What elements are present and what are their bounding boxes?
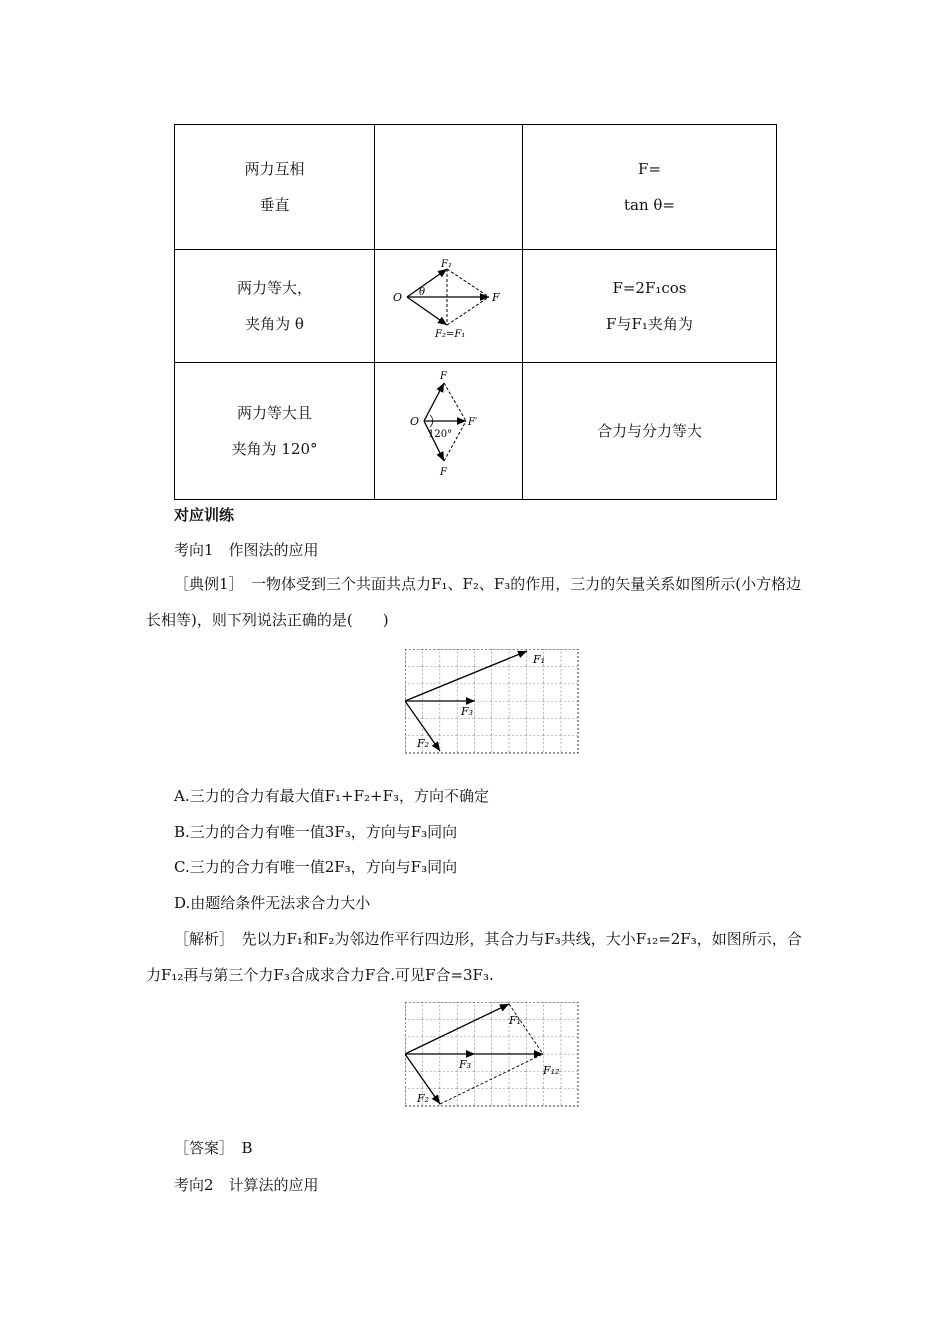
figure-cell bbox=[375, 250, 523, 362]
equal-force-diagram bbox=[389, 259, 509, 339]
f2-label: F₂ bbox=[417, 1092, 430, 1105]
case-text: 夹角为 120° bbox=[231, 439, 318, 458]
direction-2-heading: 考向2 计算法的应用 bbox=[174, 1176, 319, 1194]
f-bottom-arrow bbox=[424, 421, 444, 461]
table-row bbox=[175, 125, 777, 250]
vector-grid-figure-1 bbox=[405, 649, 580, 755]
table-row bbox=[175, 250, 777, 362]
case-text: 两力互相 bbox=[244, 160, 305, 179]
table-row bbox=[175, 362, 777, 499]
f2-label: F₂=F₁ bbox=[434, 329, 465, 340]
formula-cell bbox=[522, 250, 776, 362]
f1-label: F₁ bbox=[533, 653, 546, 666]
option-b: B.三力的合力有唯一值3F₃，方向与F₃同向 bbox=[174, 823, 458, 841]
option-a: A.三力的合力有最大值F₁+F₂+F₃，方向不确定 bbox=[174, 787, 490, 805]
section-title: 对应训练 bbox=[174, 506, 235, 524]
f-prime-label: F′ bbox=[467, 417, 477, 429]
example-text: ［典例1］ 一物体受到三个共面共点力F₁、F₂、F₃的作用，三力的矢量关系如图所示(小方格边长相等)，则下列说法正确的是( ) bbox=[146, 575, 802, 629]
case-text: 两力等大且 bbox=[237, 403, 313, 422]
f2-label: F₂ bbox=[417, 737, 430, 750]
case-cell bbox=[175, 362, 375, 499]
f2-arrow bbox=[407, 297, 447, 325]
case-text: 垂直 bbox=[259, 196, 290, 215]
formula-text: 合力与分力等大 bbox=[596, 421, 702, 440]
case-cell bbox=[175, 125, 375, 250]
f-top-arrow bbox=[424, 383, 444, 421]
formula-table bbox=[174, 124, 777, 500]
direction-1-heading: 考向1 作图法的应用 bbox=[174, 541, 319, 559]
formula-text: tan θ= bbox=[623, 196, 675, 215]
f12-label: F₁₂ bbox=[543, 1064, 560, 1077]
angle-label: 120° bbox=[427, 429, 452, 441]
f1-label: F₁ bbox=[440, 259, 452, 271]
theta-label: θ bbox=[418, 287, 425, 299]
formula-cell bbox=[522, 362, 776, 499]
formula-text: F=2F₁cos bbox=[612, 278, 687, 297]
origin-label: O bbox=[392, 291, 402, 305]
case-text: 两力等大， bbox=[237, 278, 313, 297]
answer-text: ［答案］ B bbox=[174, 1139, 253, 1157]
figure-cell bbox=[375, 362, 523, 499]
f3-label: F₃ bbox=[459, 1058, 472, 1071]
f-bottom-label: F bbox=[439, 467, 447, 479]
analysis-text: ［解析］ 先以力F₁和F₂为邻边作平行四边形，其合力与F₃共线，大小F₁₂=2F₃，如图所示，合力F₁₂再与第三个力F₃合成求合力F合.可见F合=3F₃. bbox=[146, 930, 802, 984]
vector-grid-figure-2 bbox=[405, 1002, 580, 1108]
option-d: D.由题给条件无法求合力大小 bbox=[174, 894, 371, 912]
case-text: 夹角为 θ bbox=[245, 314, 304, 333]
f1-arrow bbox=[407, 269, 447, 297]
origin-label: O bbox=[409, 415, 419, 429]
f-label: F bbox=[491, 291, 500, 305]
figure-cell bbox=[375, 125, 523, 250]
f-top-label: F bbox=[439, 371, 447, 383]
formula-text: F= bbox=[637, 160, 661, 179]
f3-label: F₃ bbox=[461, 705, 474, 718]
case-cell bbox=[175, 250, 375, 362]
f1-label: F₁ bbox=[509, 1014, 522, 1027]
120-degree-diagram bbox=[404, 369, 494, 479]
option-c: C.三力的合力有唯一值2F₃，方向与F₃同向 bbox=[174, 858, 458, 876]
formula-text: F与F₁夹角为 bbox=[606, 314, 693, 333]
formula-cell bbox=[522, 125, 776, 250]
